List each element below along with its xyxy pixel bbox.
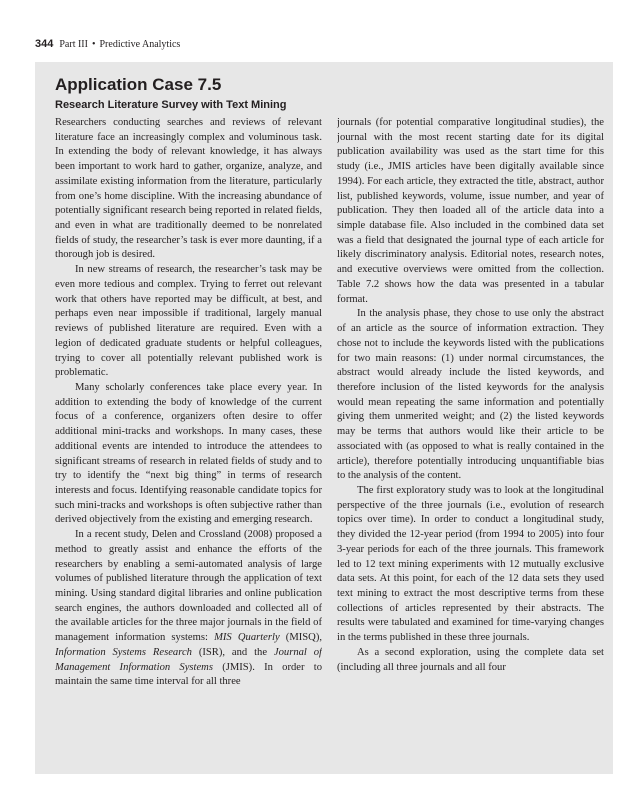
left-column <box>55 116 322 766</box>
paragraph <box>55 528 322 690</box>
application-case-box <box>35 62 613 774</box>
running-head <box>35 38 180 50</box>
paragraph-text: (JMIS). In order to maintain the same time interval for all three <box>55 661 322 688</box>
section-label: Predictive Analytics <box>99 39 181 50</box>
bullet-separator: • <box>91 39 96 50</box>
part-label: Part III <box>59 39 88 50</box>
case-subtitle: Research Literature Survey with Text Mining <box>55 99 287 111</box>
journal-title: Journal of Management Information Systems <box>55 646 322 673</box>
journal-title: Information Systems Research <box>55 646 192 658</box>
paragraph-text: In a recent study, Delen and Crossland (2008) proposed a method to greatly assist and enhance the efforts of the researchers by enabling a semi-automated analysis of large volumes of published literature through the application of text mining. Using standard digital libraries and online publication search engines, the authors downloaded and collected all of the available articles for the three major journals in the field of management information systems: <box>55 529 322 644</box>
journal-title: MIS Quarterly <box>214 632 280 644</box>
right-column <box>337 116 604 766</box>
paragraph: In new streams of research, the researcher’s task may be even more tedious and complex. Trying to ferret out relevant work that others have reported may be difficult, at best, and perhaps even near impossible if traditional, largely manual reviews of published literature are required. Even with a legion of dedicated graduate students or helpful colleagues, trying to cover all potentially relevant published work is problematic. <box>55 264 322 379</box>
paragraph: Researchers conducting searches and reviews of relevant literature face an increasingly complex and voluminous task. In extending the body of relevant knowledge, it has always been important to work hard to gather, organize, analyze, and assimilate existing information from the literature, particularly from one’s home discipline. With the increasing abundance of potentially significant research being reported in related fields, and even in what are traditionally deemed to be nonrelated fields of study, the researcher’s task is ever more daunting, if a thorough job is desired. <box>55 117 322 261</box>
journal-abbr: (ISR), and the <box>191 646 274 658</box>
paragraph: Many scholarly conferences take place every year. In addition to extending the body of knowledge of the current focus of a conference, organizers often desire to offer additional mini-tracks and workshops. In many cases, these additional events are intended to introduce the attendees to significant streams of research in related fields of study and to try to identify the “next big thing” in terms of research interests and focus. Identifying reasonable candidate topics for such mini-tracks and workshops is often subjective rather than derived objectively from the existing and emerging research. <box>55 381 322 526</box>
paragraph: As a second exploration, using the complete data set (including all three journals and all four <box>337 646 604 673</box>
paragraph: The first exploratory study was to look at the longitudinal perspective of the three journals (i.e., evolution of research topics over time). In order to conduct a longitudinal study, they divided the 12-year period (from 1994 to 2005) into four 3-year periods for each of the three journals. This framework led to 12 text mining experiments with 12 mutually exclusive data sets. At this point, for each of the 12 data sets they used text mining to extract the most descriptive terms from these collections of articles represented by their abstracts. The results were tabulated and examined for time-varying changes in the terms published in these three journals. <box>337 484 604 644</box>
page-number: 344 <box>35 38 54 50</box>
case-title: Application Case 7.5 <box>55 75 222 94</box>
journal-abbr: (MISQ), <box>279 632 322 644</box>
paragraph: In the analysis phase, they chose to use only the abstract of an article as the source of information extraction. They chose not to include the keywords listed with the publications for two main reasons: (1) under normal circumstances, the abstract would already include the listed keywords, and therefore inclusion of the listed keywords for the analysis would mean repeating the same information and potentially giving them unmerited weight; and (2) the listed keywords may be terms that authors would like their article to be associated with (as opposed to what is really contained in the article), therefore potentially introducing unquantifiable bias to the analysis of the content. <box>337 308 604 482</box>
paragraph: journals (for potential comparative longitudinal studies), the journal with the most recent starting date for its digital publication availability was used as the start time for this study (i.e., JMIS articles have been digitally available since 1994). For each article, they extracted the title, abstract, author list, published keywords, volume, issue number, and year of publication. They then loaded all of the article data into a simple database file. Also included in the combined data set was a field that designated the journal type of each article for likely discriminatory analysis. Editorial notes, research notes, and executive overviews were omitted from the collection. Table 7.2 shows how the data was presented in a tabular format. <box>337 117 604 305</box>
